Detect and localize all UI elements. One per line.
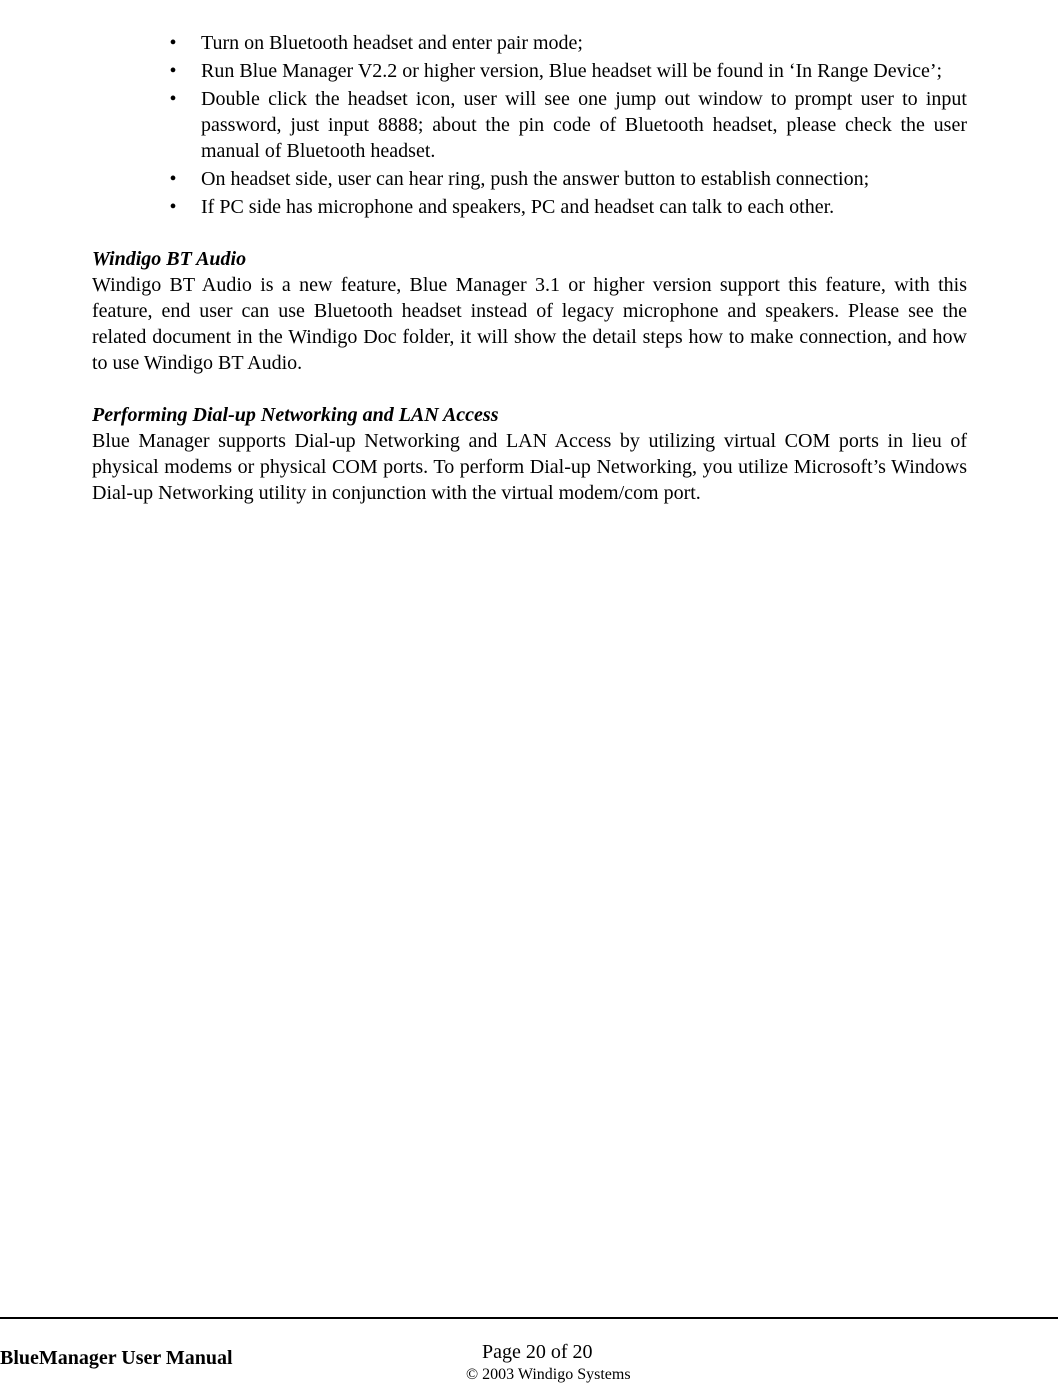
list-item [169, 30, 967, 56]
bullet-icon: • [169, 32, 177, 54]
section-heading: Windigo BT Audio [92, 248, 247, 270]
bullet-icon: • [169, 60, 177, 82]
list-item [169, 86, 967, 164]
bullet-list [92, 30, 967, 220]
footer-manual-title: BlueManager User Manual [0, 1347, 233, 1369]
bullet-icon: • [169, 196, 177, 218]
section-dial-up-networking [92, 402, 967, 506]
section-windigo-bt-audio [92, 246, 967, 376]
footer-copyright: © 2003 Windigo Systems [466, 1366, 631, 1383]
section-heading: Performing Dial-up Networking and LAN Access [92, 404, 499, 426]
list-item-text: If PC side has microphone and speakers, PC and headset can talk to each other. [201, 196, 835, 218]
footer-page-number: Page 20 of 20 [482, 1341, 593, 1363]
list-item [169, 166, 967, 192]
page-body [92, 30, 967, 506]
footer-divider [0, 1317, 1058, 1319]
list-item-text: Run Blue Manager V2.2 or higher version, Blue headset will be found in ‘In Range Device’; [201, 60, 943, 82]
list-item [169, 58, 967, 84]
list-item-text: On headset side, user can hear ring, push the answer button to establish connection; [201, 168, 870, 190]
list-item-text: Double click the headset icon, user will see one jump out window to prompt user to input password, just input 8888; about the pin code of Bluetooth headset, please check the user manual of Bluetooth headset. [201, 88, 967, 162]
list-item [169, 194, 967, 220]
list-item-text: Turn on Bluetooth headset and enter pair mode; [201, 32, 583, 54]
section-paragraph: Blue Manager supports Dial-up Networking and LAN Access by utilizing virtual COM ports in lieu of physical modems or physical COM ports. To perform Dial-up Networking, you utilize Microsoft’s Windows Dial-up Networking utility in conjunction with the virtual modem/com port. [92, 430, 967, 504]
bullet-icon: • [169, 88, 177, 110]
section-paragraph: Windigo BT Audio is a new feature, Blue Manager 3.1 or higher version support this feature, with this feature, end user can use Bluetooth headset instead of legacy microphone and speakers. Please see the related document in the Windigo Doc folder, it will show the detail steps how to make connection, and how to use Windigo BT Audio. [92, 274, 967, 374]
bullet-icon: • [169, 168, 177, 190]
